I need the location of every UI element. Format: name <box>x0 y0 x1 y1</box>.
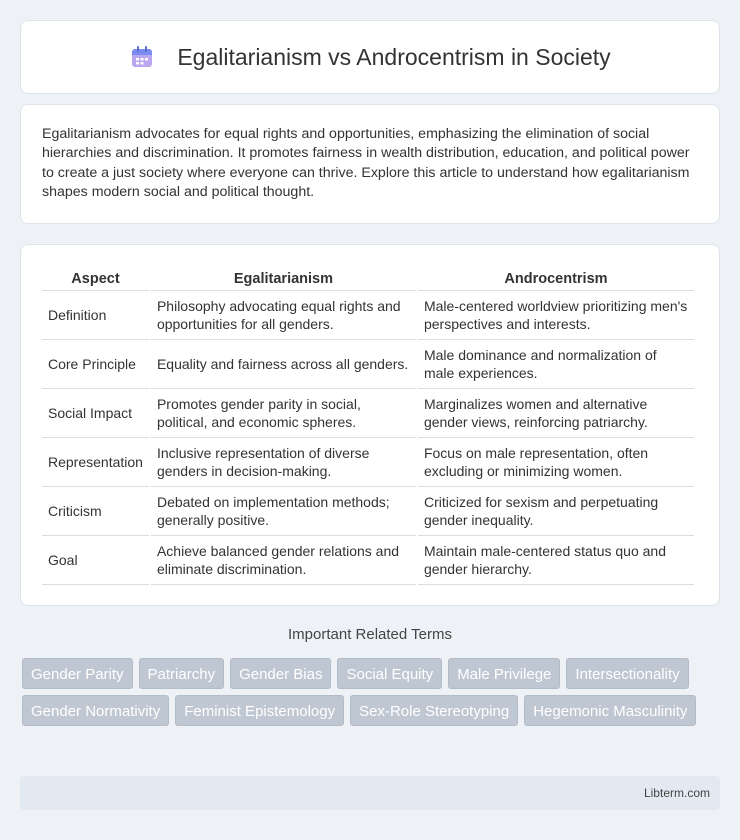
egalitarianism-cell: Debated on implementation methods; generally positive. <box>151 487 416 536</box>
related-term-tag[interactable]: Feminist Epistemology <box>175 695 344 726</box>
androcentrism-cell: Male-centered worldview prioritizing men's perspectives and interests. <box>418 291 694 340</box>
related-term-tag[interactable]: Intersectionality <box>566 658 688 689</box>
egalitarianism-cell: Promotes gender parity in social, political, and economic spheres. <box>151 389 416 438</box>
table-row <box>42 438 694 487</box>
aspect-cell: Representation <box>42 438 149 487</box>
related-terms-title: Important Related Terms <box>288 626 452 643</box>
intro-card <box>20 104 720 224</box>
androcentrism-cell: Criticized for sexism and perpetuating gender inequality. <box>418 487 694 536</box>
related-term-tag[interactable]: Social Equity <box>337 658 442 689</box>
table-row <box>42 340 694 389</box>
androcentrism-cell: Marginalizes women and alternative gender views, reinforcing patriarchy. <box>418 389 694 438</box>
table-row <box>42 536 694 585</box>
table-row <box>42 389 694 438</box>
table-row <box>42 291 694 340</box>
related-term-tag[interactable]: Gender Bias <box>230 658 331 689</box>
header-egalitarianism: Egalitarianism <box>151 265 416 291</box>
related-terms-list <box>22 658 722 732</box>
header-card <box>20 20 720 94</box>
related-term-tag[interactable]: Hegemonic Masculinity <box>524 695 696 726</box>
egalitarianism-cell: Equality and fairness across all genders. <box>151 340 416 389</box>
aspect-cell: Social Impact <box>42 389 149 438</box>
related-term-tag[interactable]: Gender Parity <box>22 658 133 689</box>
header-aspect: Aspect <box>42 265 149 291</box>
egalitarianism-cell: Achieve balanced gender relations and eliminate discrimination. <box>151 536 416 585</box>
egalitarianism-cell: Inclusive representation of diverse genders in decision-making. <box>151 438 416 487</box>
androcentrism-cell: Focus on male representation, often excluding or minimizing women. <box>418 438 694 487</box>
androcentrism-cell: Maintain male-centered status quo and gender hierarchy. <box>418 536 694 585</box>
aspect-cell: Criticism <box>42 487 149 536</box>
footer-site-link[interactable]: Libterm.com <box>643 786 710 800</box>
table-header-row <box>42 265 694 291</box>
aspect-cell: Core Principle <box>42 340 149 389</box>
calendar-icon <box>129 44 155 70</box>
related-term-tag[interactable]: Gender Normativity <box>22 695 169 726</box>
footer <box>20 776 720 810</box>
aspect-cell: Definition <box>42 291 149 340</box>
table-row <box>42 487 694 536</box>
related-term-tag[interactable]: Sex-Role Stereotyping <box>350 695 518 726</box>
related-term-tag[interactable]: Male Privilege <box>448 658 560 689</box>
intro-text: Egalitarianism advocates for equal rights and opportunities, emphasizing the elimination of social hierarchies and discrimination. It promotes fairness in wealth distribution, education, and political power to create a just society where everyone can thrive. Explore this article to understand how egalitarianism shapes modern social and political thought. <box>42 126 690 201</box>
related-term-tag[interactable]: Patriarchy <box>139 658 225 689</box>
comparison-card <box>20 244 720 606</box>
androcentrism-cell: Male dominance and normalization of male experiences. <box>418 340 694 389</box>
aspect-cell: Goal <box>42 536 149 585</box>
egalitarianism-cell: Philosophy advocating equal rights and opportunities for all genders. <box>151 291 416 340</box>
comparison-table <box>40 265 696 585</box>
page-title: Egalitarianism vs Androcentrism in Society <box>177 43 611 70</box>
header-androcentrism: Androcentrism <box>418 265 694 291</box>
